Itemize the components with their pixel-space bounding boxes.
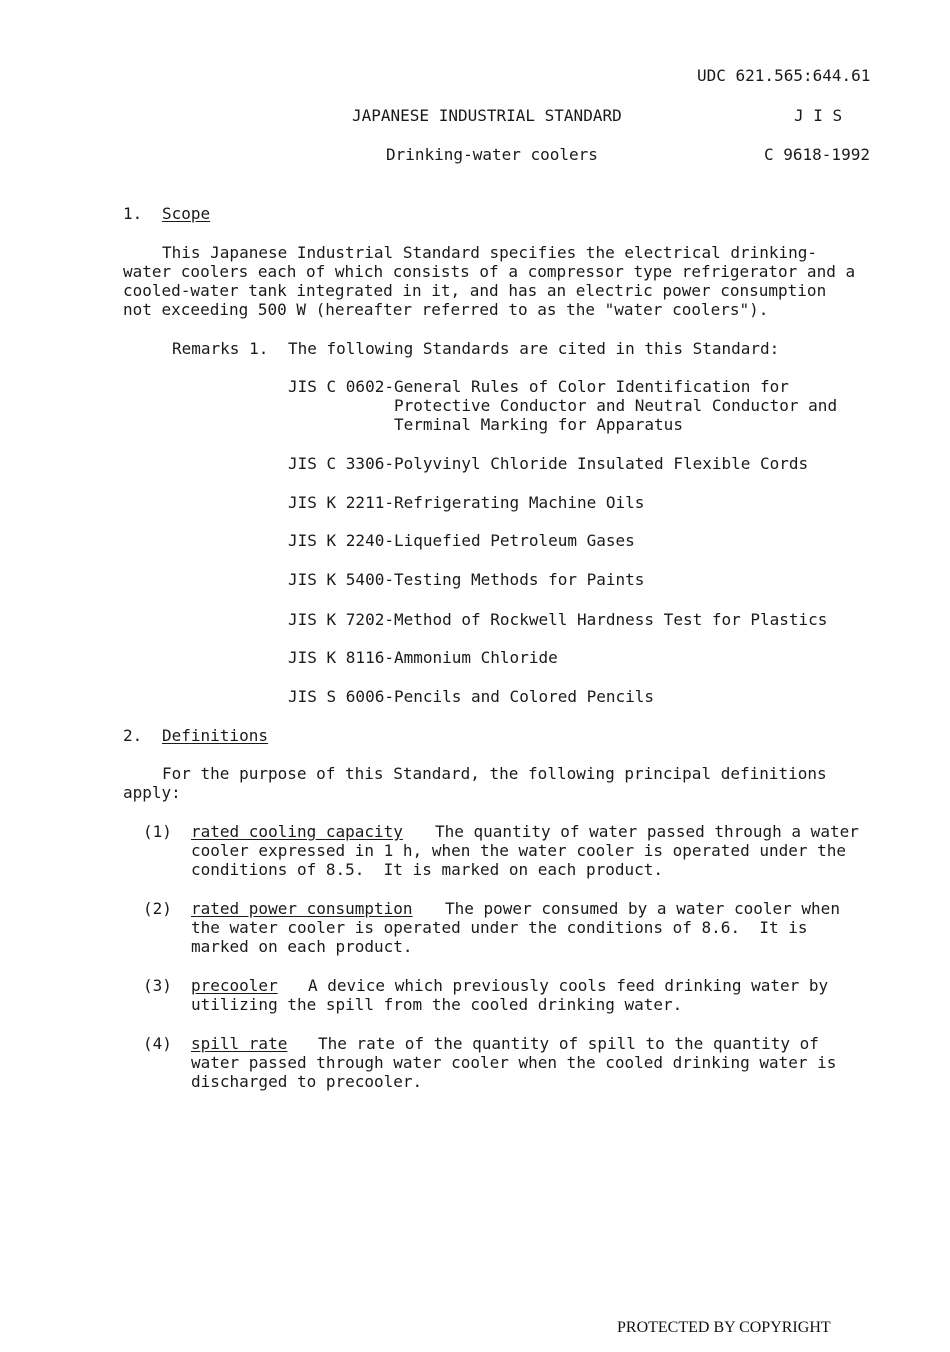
standard-code: C 9618-1992 — [764, 145, 870, 164]
definition-text: marked on each product. — [191, 937, 413, 956]
section-number: 2. — [123, 726, 143, 745]
definition-text: discharged to precooler. — [191, 1072, 423, 1091]
definition-text: The quantity of water passed through a water — [435, 822, 859, 841]
cited-standard: JIS K 7202-Method of Rockwell Hardness Test for Plastics — [288, 610, 828, 629]
copyright-notice: PROTECTED BY COPYRIGHT — [617, 1319, 831, 1336]
section-number: 1. — [123, 204, 143, 223]
jis-label: J I S — [794, 106, 843, 125]
scope-line: This Japanese Industrial Standard specifies the electrical drinking- — [162, 243, 818, 262]
cited-standard: JIS K 2240-Liquefied Petroleum Gases — [288, 531, 635, 550]
remarks-label: Remarks 1. — [172, 339, 269, 358]
definition-term: rated power consumption — [191, 899, 413, 918]
cited-standard: JIS K 5400-Testing Methods for Paints — [288, 570, 645, 589]
definition-term: rated cooling capacity — [191, 822, 403, 841]
definition-text: The power consumed by a water cooler when — [445, 899, 840, 918]
section-heading-definitions: Definitions — [162, 726, 268, 745]
definition-number: (1) — [143, 822, 172, 841]
cited-standard: JIS S 6006-Pencils and Colored Pencils — [288, 687, 655, 706]
cited-standard: JIS K 8116-Ammonium Chloride — [288, 648, 558, 667]
remarks-text: The following Standards are cited in this Standard: — [288, 339, 780, 358]
definition-number: (4) — [143, 1034, 172, 1053]
section-heading-scope: Scope — [162, 204, 211, 223]
definition-text: The rate of the quantity of spill to the quantity of — [318, 1034, 819, 1053]
udc-code: UDC 621.565:644.61 — [697, 66, 871, 85]
cited-standard: Terminal Marking for Apparatus — [288, 415, 683, 434]
definition-number: (2) — [143, 899, 172, 918]
definition-term: spill rate — [191, 1034, 288, 1053]
scope-line: cooled-water tank integrated in it, and has an electric power consumption — [123, 281, 827, 300]
scope-line: not exceeding 500 W (hereafter referred to as the "water coolers"). — [123, 300, 769, 319]
definition-text: utilizing the spill from the cooled drinking water. — [191, 995, 683, 1014]
definitions-intro: For the purpose of this Standard, the following principal definitions — [162, 764, 827, 783]
scope-line: water coolers each of which consists of a compressor type refrigerator and a — [123, 262, 856, 281]
definition-number: (3) — [143, 976, 172, 995]
definition-text: water passed through water cooler when the cooled drinking water is — [191, 1053, 837, 1072]
standard-label: JAPANESE INDUSTRIAL STANDARD — [352, 106, 622, 125]
definition-term: precooler — [191, 976, 278, 995]
cited-standard: JIS C 3306-Polyvinyl Chloride Insulated Flexible Cords — [288, 454, 809, 473]
cited-standard: Protective Conductor and Neutral Conductor and — [288, 396, 838, 415]
cited-standard: JIS C 0602-General Rules of Color Identification for — [288, 377, 789, 396]
definition-text: the water cooler is operated under the conditions of 8.6. It is — [191, 918, 808, 937]
cited-standard: JIS K 2211-Refrigerating Machine Oils — [288, 493, 645, 512]
definitions-intro: apply: — [123, 783, 181, 802]
definition-text: conditions of 8.5. It is marked on each product. — [191, 860, 664, 879]
definition-text: A device which previously cools feed drinking water by — [308, 976, 829, 995]
definition-text: cooler expressed in 1 h, when the water cooler is operated under the — [191, 841, 847, 860]
document-title: Drinking-water coolers — [386, 145, 598, 164]
